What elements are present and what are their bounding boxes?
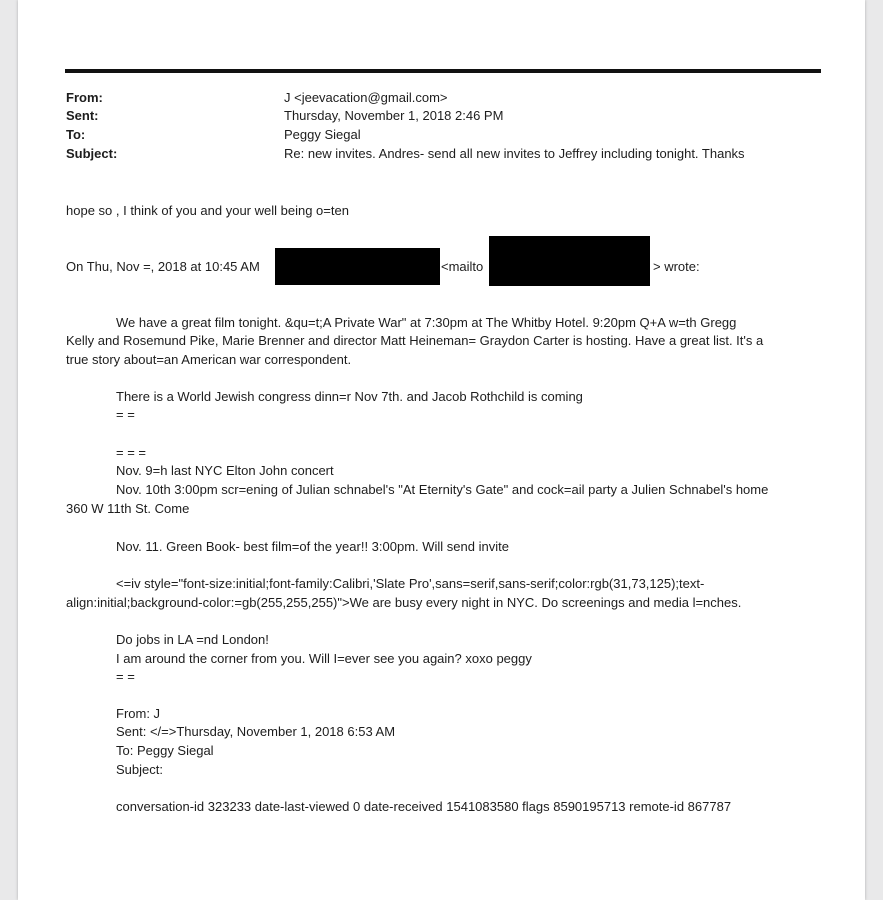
sent-label: Sent: [66,108,99,123]
film-paragraph-continued [66,332,763,369]
header-rule [65,69,821,73]
nov9-line: Nov. 9=h last NYC Elton John concert [116,463,334,478]
corner-line: I am around the corner from you. Will I=ever see you again? xoxo peggy [116,651,532,666]
quote-intro: On Thu, Nov =, 2018 at 10:45 AM [66,259,260,274]
film-paragraph-line-1: We have a great film tonight. &qu=t;A Private War" at 7:30pm at The Whitby Hotel. 9:20pm Q+A w=th Gregg [116,315,737,330]
forward-to: To: Peggy Siegal [116,743,214,758]
nov10-line-continued: 360 W 11th St. Come [66,501,190,516]
congress-line: There is a World Jewish congress dinn=r Nov 7th. and Jacob Rothchild is coming [116,389,583,404]
triple-separator: = = = [116,445,146,460]
subject-label: Subject: [66,146,118,161]
document-page [18,0,865,900]
film-paragraph-line-3: true story about=an American war correspondent. [66,351,352,367]
film-paragraph [116,314,736,333]
redaction-block-sender-email [489,236,650,286]
redaction-block-sender-name [275,248,440,285]
quote-wrote: > wrote: [653,259,700,274]
nov10-line: Nov. 10th 3:00pm scr=ening of Julian schnabel's "At Eternity's Gate" and cock=ail party a Julien Schnabel's home [116,482,769,497]
sent-value: Thursday, November 1, 2018 2:46 PM [284,108,504,123]
div-markup-line-continued: align:initial;background-color:=gb(255,255,255)">We are busy every night in NYC. Do screenings and media l=nches. [66,595,742,610]
forward-sent: Sent: </=>Thursday, November 1, 2018 6:53 AM [116,724,396,739]
forward-from: From: J [116,706,161,721]
congress-separator: = = [116,407,135,422]
film-paragraph-line-2: Kelly and Rosemund Pike, Marie Brenner and director Matt Heineman= Graydon Carter is hosting. Have a great list. It's a [66,333,764,348]
from-label: From: [66,90,103,105]
jobs-separator: = = [116,669,135,684]
conversation-metadata: conversation-id 323233 date-last-viewed 0 date-received 1541083580 flags 8590195713 remote-id 867787 [116,799,732,814]
to-label: To: [66,127,86,142]
subject-value: Re: new invites. Andres- send all new invites to Jeffrey including tonight. Thanks [284,146,745,161]
to-value: Peggy Siegal [284,127,361,142]
nov11-line: Nov. 11. Green Book- best film=of the year!! 3:00pm. Will send invite [116,539,509,554]
div-markup-line: <=iv style="font-size:initial;font-family:Calibri,'Slate Pro',sans=serif,sans-serif;color:rgb(31,73,125);text- [116,576,705,591]
forward-subject: Subject: [116,762,163,777]
reply-text: hope so , I think of you and your well being o=ten [66,203,349,218]
from-value: J <jeevacation@gmail.com> [284,90,448,105]
quote-mailto: <mailto [441,259,484,274]
jobs-line: Do jobs in LA =nd London! [116,632,269,647]
